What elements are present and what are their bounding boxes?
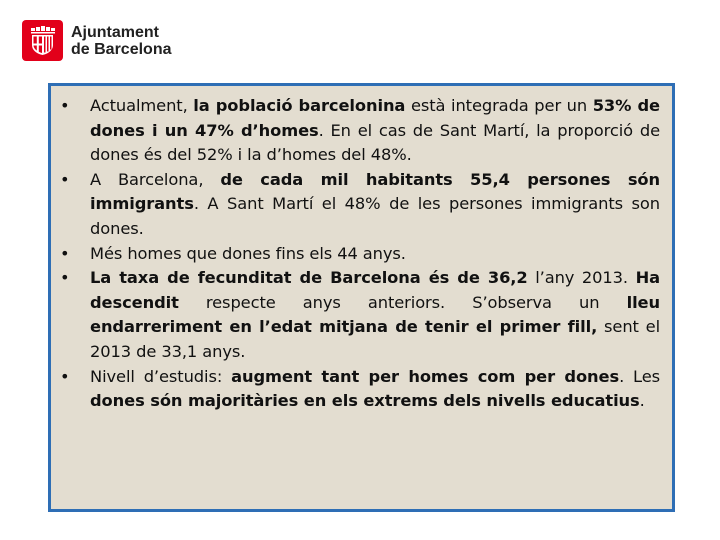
ajuntament-logo [22,20,171,61]
text: sent el 2013 de 33,1 anys. [90,317,660,361]
bullet-marker: • [60,243,70,263]
logo-line-1: Ajuntament [71,23,159,41]
text: . En el cas de Sant Martí, la proporció de dones és del 52% i la d’homes del 48%. [90,120,660,165]
text: Nivell d’estudis: [90,366,232,386]
bold-text: La taxa de fecunditat de Barcelona és de 36,2 [90,268,528,288]
barcelona-shield-icon [22,20,63,61]
text: A Barcelona, [90,169,221,189]
text: Actualment, [90,96,194,115]
bullet-item [57,168,660,242]
bullet-marker: • [60,169,70,189]
bullet-marker: • [60,96,70,115]
text: respecte anys anteriors. S’observa un [178,292,627,312]
bold-text: augment tant per homes com per dones [231,366,620,386]
bold-text: 53% de dones i un 47% d’homes [90,96,660,140]
bullet-item [57,242,660,267]
bold-text: lleu endarreriment en l’edat mitjana de tenir el primer fill, [90,292,660,337]
logo-line-2: de Barcelona [71,40,172,58]
text: . Les [619,366,661,386]
text: . A Sant Martí el 48% de les persones immigrants son dones. [90,194,660,238]
text: està integrada per un [405,96,593,115]
bullet-marker: • [60,268,70,288]
bullet-marker: • [60,366,70,386]
text: l’any 2013. [527,268,636,288]
bullet-item [57,365,660,414]
bold-text: la població barcelonina [193,96,406,115]
logo-text [71,24,171,58]
content-box [48,83,675,512]
text: Més homes que dones fins els 44 anys. [90,243,406,263]
bold-text: Ha descendit [90,268,660,312]
text: . [639,391,645,411]
bullet-item [57,266,660,364]
bullet-list [57,94,660,414]
bold-text: dones són majoritàries en els extrems dels nivells educatius [90,391,640,411]
bullet-item [57,94,660,168]
bold-text: de cada mil habitants 55,4 persones són immigrants [90,169,660,214]
